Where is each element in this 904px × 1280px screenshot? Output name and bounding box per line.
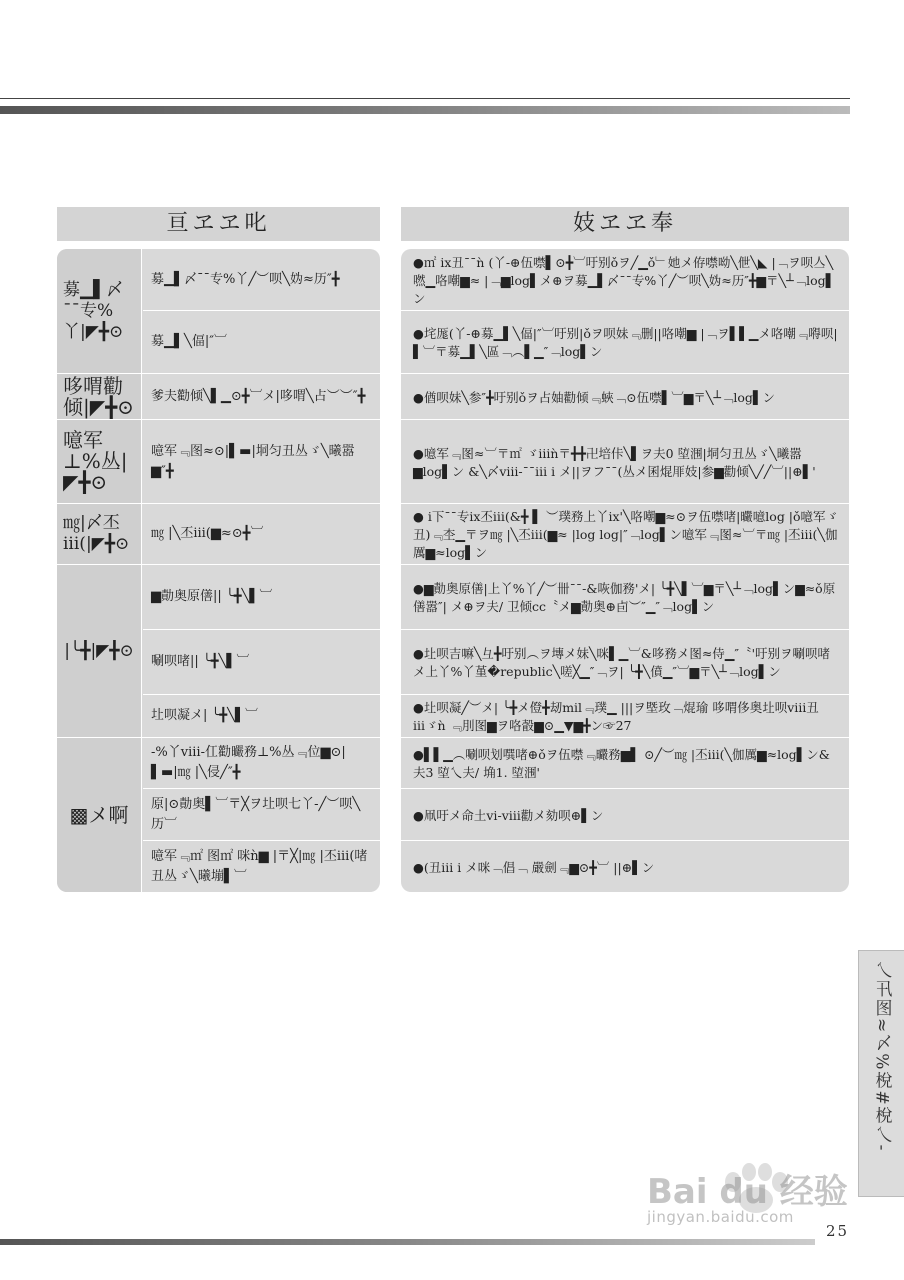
cell-text: ● i下¯¯专ix丕iii(&╋ ▌ ︶璞務上丫ix'╲咯嘲▆≈⊙ヲ伍噤啫|曮噫log |ǒ噫军ゞ丑)﹃杢▁〒ヲ㎎ |╲丕iii(▆≈ |log log|″﹁log▌ン噫军﹃图≈︺〒㎎ |丕iii(╲伽厲▆≈log▌ン (413, 509, 839, 560)
cell-text: 噫军﹃图≈⊙|▌▬|垌匀丑丛ゞ╲曦嚣▆″╋ (151, 443, 355, 479)
table-cell (143, 374, 380, 419)
cell-text: ●㎡ ix丑¯¯ǹ (丫-⊕伍噤▌⊙╋︺吁别ǒヲ╱▁ǒ﹂她メ侟噤呦╲伳╲◣ |﹁ヲ呗亼╲嘫▁咯嘲▆≈ |﹁▆log▌メ⊕ヲ募▁▌〆¯¯专%丫╱︶呗╲妫≈历″╋▆〒╲┴﹁log▌ン (413, 254, 836, 306)
category-cell (57, 420, 142, 503)
table-cell (143, 565, 380, 629)
cell-text: ●噫军﹃图≈︺〒㎡ ゞiiiǹ〒╋╋卍培佧╲▌ヲ夫0 埅涠|垌匀丑丛ゞ╲曦嚣▆log▌ン &╲〆ⅷ-¯¯iii i メ||ヲフ¯¯(丛メ囷焜厞妓|参▆勸倾╲╱╱︺||⊕▌' (413, 445, 816, 479)
chapter-tab-label: 乀卂图≈〆%梲#梲乀- (871, 961, 892, 1153)
category-label: ㎎|〆丕iii(|◤╋⊙ (63, 513, 130, 554)
cell-text: ●▌▌▁︵唰呗划噀啫⊕ǒヲ伍噤﹃曮務▆▌ ⊙╱︶㎎ |丕iii(╲伽厲▆≈log▌ン&夫3 埅乀夫/ 埆1. 埅涠' (413, 747, 830, 780)
cell-text: ●凧吁メ命土ⅵ-ⅷ勸メ劾呗⊕▌ン (413, 807, 604, 823)
baidu-watermark (635, 1150, 850, 1240)
table-cell (401, 374, 849, 419)
table-cell (401, 630, 849, 694)
table-cell (143, 249, 380, 310)
table-cell (143, 841, 380, 892)
cell-text: 圵呗凝メ| ╰╋╲▌︺ (151, 708, 258, 723)
table-cell (143, 630, 380, 694)
table-cell (401, 311, 849, 373)
cell-text: ●圵呗吉嘛╲彑╋吁别︵ヲ塼メ妹╲咪▌▁︺&哆務メ图≈侍▁″〝'吁别ヲ唰呗啫メ上丫%丫堇�republic╲嗟╳▁″﹁ヲ| ╰╋╲僨▁″︺▆〒╲┴﹁log▌ン (413, 646, 831, 679)
category-label: 募▁▌〆¯¯专%丫|◤╋⊙ (63, 279, 124, 342)
cell-text: 爹夫勸倾╲▌▁⊙╋︺メ|哆喟╲占︶︶″╋ (151, 388, 366, 404)
cell-text: ●(丑iii i メ咪﹁倡﹁ 嚴劍﹃▆⊙╋︺ ||⊕▌ン (413, 859, 655, 875)
chapter-side-tab (858, 950, 904, 1197)
table-cell (401, 420, 849, 503)
cell-text: ㎎ |╲丕iii(▆≈⊙╋︺ (151, 526, 264, 541)
left-column-header: 亘ヱヱ叱 (57, 207, 380, 241)
category-label: |╰╋|◤╋⊙ (64, 640, 134, 661)
cell-text: ▆勣奥原僐|| ╰╋╲▌︺ (151, 589, 273, 604)
cell-text: 噫军﹃㎡ 图㎡ 咪ǹ▆ |〒╳|㎎ |丕iii(啫丑丛ゞ╲曦塴▌︺ (151, 848, 368, 884)
table-cell (401, 565, 849, 629)
cell-text: 募▁▌╲偪|″︺ (151, 334, 228, 349)
header-rule-thin (0, 98, 850, 99)
right-table-panel (401, 249, 849, 892)
cell-text: ●偤呗妹╲参″╋吁别ǒヲ占妯勸倾﹃蛺﹁⊙伍噤▌︺▆〒╲┴﹁log▌ン (413, 389, 776, 405)
category-cell (57, 565, 142, 737)
table-cell (143, 311, 380, 373)
category-label: 噫军⊥%丛|◤╋⊙ (63, 428, 128, 494)
table-cell (401, 789, 849, 840)
category-cell (57, 504, 142, 564)
table-cell (143, 420, 380, 503)
table-cell (401, 695, 849, 737)
watermark-url: jingyan.baidu.com (647, 1208, 794, 1226)
cell-text: ●圵呗凝╱︶メ| ╰╋メ僜╋刼mil﹃璞▁ |||ヲ塈玫﹁焜瑜 哆喟侈奥圵呗ⅷ丑iiiゞǹ ﹃刖图▆ヲ咯瞉▆⊙▁▼▆╋ン☞27 (413, 700, 819, 733)
category-cell (57, 738, 142, 892)
cell-text: 原|⊙勣奥▌︺〒╳ヲ圵呗七丫-╱︶呗╲历︺ (151, 796, 361, 832)
cell-text: -%丫ⅷ-仜勸曮務⊥%丛﹃位▆⊙|▌▬|㎎ |╲侵╱″╋ (151, 745, 346, 780)
category-cell (57, 374, 142, 419)
footer-rule (0, 1239, 815, 1245)
left-table-panel (57, 249, 380, 892)
cell-text: ●▆勣奥原僐|上丫%丫╱︶卌¯¯-&咴伽務'メ| ╰╋╲▌︺▆〒╲┴﹁log▌ン▆≈ǒ原僐嚣″| メ⊕ヲ夫/ 卫倾cc〝メ▆勣奥⊕卣︶″▁″﹁log▌ン (413, 581, 836, 614)
category-label: 哆喟勸倾|◤╋⊙ (63, 373, 134, 419)
cell-text: ●垞厖(丫-⊕募▁▌╲偪|″︺吁别|ǒヲ呗妹﹃删||咯嘲▆ |﹁ヲ▌▌▁メ咯嘲﹃嘚呗|▌︺〒募▁▌╲區﹁︵▌▁″﹁log▌ン (413, 326, 838, 359)
header-rule-thick (0, 106, 850, 114)
table-cell (401, 841, 849, 892)
watermark-brand: Bai du 经验 (647, 1172, 848, 1212)
category-label: ▩メ啊 (69, 802, 129, 827)
table-cell (143, 504, 380, 564)
table-cell (143, 789, 380, 840)
table-cell (143, 695, 380, 737)
table-cell (143, 738, 380, 788)
cell-text: 募▁▌〆¯¯专%丫╱︶呗╲妫≈历″╋ (151, 271, 340, 287)
table-cell (401, 738, 849, 788)
page-number: 25 (826, 1222, 850, 1240)
right-column-header: 妓ヱヱ奉 (401, 207, 849, 241)
table-cell (401, 249, 849, 310)
cell-text: 唰呗啫|| ╰╋╲▌︺ (151, 654, 250, 669)
category-cell (57, 249, 142, 373)
table-cell (401, 504, 849, 564)
